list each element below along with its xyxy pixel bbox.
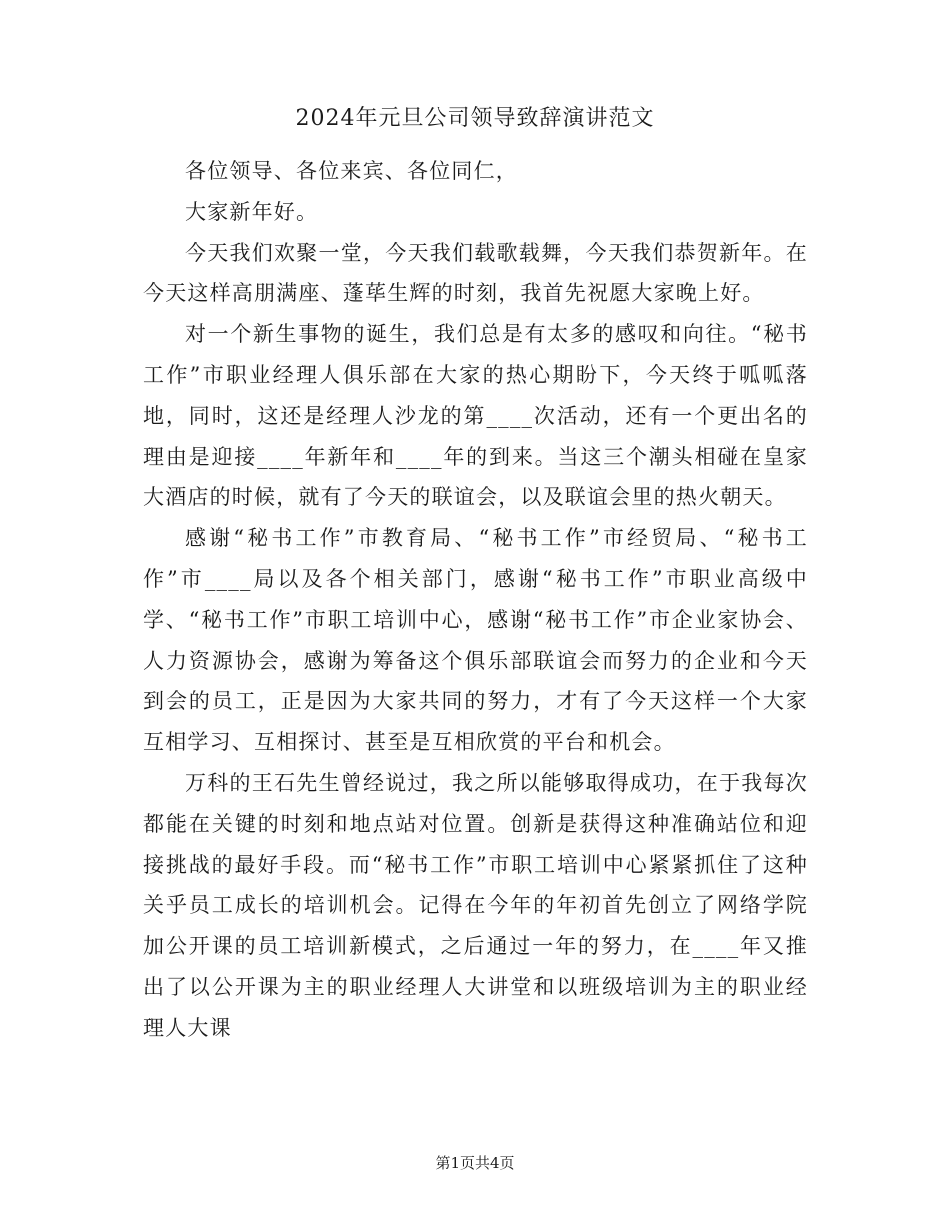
document-title: 2024年元旦公司领导致辞演讲范文 [295, 106, 655, 131]
document-body [143, 151, 808, 1049]
paragraph-thanks: 感谢“秘书工作”市教育局、“秘书工作”市经贸局、“秘书工作”市____局以及各个相关部门，感谢“秘书工作”市职业高级中学、“秘书工作”市职工培训中心，感谢“秘书工作”市企业家协会、人力资源协会，感谢为筹备这个俱乐部联谊会而努力的企业和今天到会的员工，正是因为大家共同的努力，才有了今天这样一个大家互相学习、互相探讨、甚至是互相欣赏的平台和机会。 [143, 526, 808, 755]
paragraph-training: 万科的王石先生曾经说过，我之所以能够取得成功，在于我每次都能在关键的时刻和地点站对位置。创新是获得这种准确站位和迎接挑战的最好手段。而“秘书工作”市职工培训中心紧紧抓住了这种关乎员工成长的培训机会。记得在今年的年初首先创立了网络学院加公开课的员工培训新模式，之后通过一年的努力，在____年又推出了以公开课为主的职业经理人大讲堂和以班级培训为主的职业经理人大课 [143, 770, 808, 1040]
paragraph-greeting: 大家新年好。 [185, 199, 319, 224]
paragraph-salutation: 各位领导、各位来宾、各位同仁， [185, 159, 518, 183]
paragraph-club-birth: 对一个新生事物的诞生，我们总是有太多的感叹和向往。“秘书工作”市职业经理人俱乐部在大家的热心期盼下，今天终于呱呱落地，同时，这还是经理人沙龙的第____次活动，还有一个更出名的理由是迎接____年新年和____年的到来。当这三个潮头相碰在皇家大酒店的时候，就有了今天的联谊会，以及联谊会里的热火朝天。 [143, 322, 808, 510]
paragraph-celebration: 今天我们欢聚一堂，今天我们载歌载舞，今天我们恭贺新年。在今天这样高朋满座、蓬荜生辉的时刻，我首先祝愿大家晚上好。 [143, 240, 808, 306]
page-number-footer: 第1页共4页 [435, 1154, 515, 1172]
